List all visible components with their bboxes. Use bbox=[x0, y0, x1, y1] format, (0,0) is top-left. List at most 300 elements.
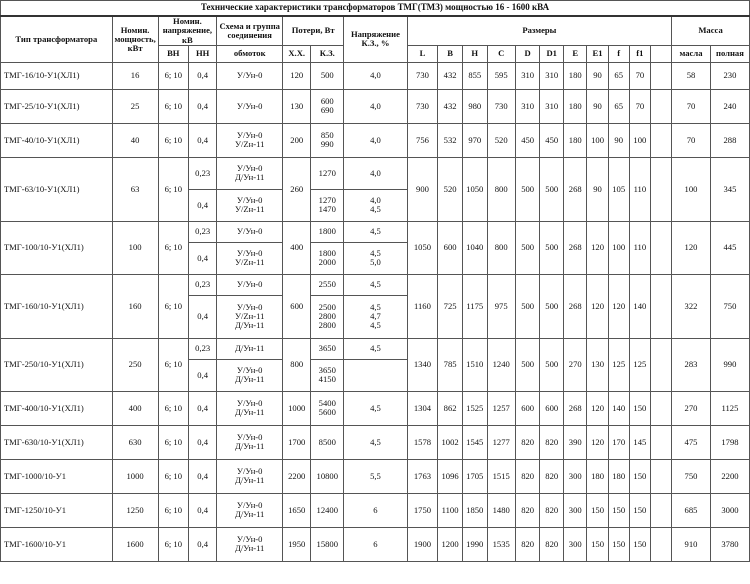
dim-cell: 532 bbox=[438, 123, 463, 157]
dim-cell: 300 bbox=[563, 527, 587, 561]
dim-cell: 150 bbox=[587, 493, 608, 527]
kz-loss-cell: 1800 2000 bbox=[311, 242, 344, 274]
kz-loss-cell: 1270 1470 bbox=[311, 189, 344, 221]
xx-loss-cell: 1950 bbox=[283, 527, 311, 561]
kz-loss-cell: 850 990 bbox=[311, 123, 344, 157]
dim-cell bbox=[650, 391, 671, 425]
type-cell: ТМГ-25/10-У1(ХЛ1) bbox=[1, 89, 113, 123]
dim-cell: 125 bbox=[629, 338, 650, 391]
dim-cell: 1510 bbox=[462, 338, 487, 391]
type-cell: ТМГ-16/10-У1(ХЛ1) bbox=[1, 62, 113, 89]
scheme-cell: У/Ун-0 Д/Ун-11 bbox=[217, 391, 283, 425]
dim-cell: 180 bbox=[587, 459, 608, 493]
dim-cell: 100 bbox=[587, 123, 608, 157]
table-row bbox=[1, 391, 750, 425]
power-cell: 630 bbox=[112, 425, 158, 459]
dim-cell: 90 bbox=[587, 157, 608, 221]
dim-cell: 820 bbox=[540, 527, 564, 561]
scheme-cell: У/Ун-0 bbox=[217, 221, 283, 242]
dim-cell: 820 bbox=[515, 493, 540, 527]
scheme-cell: У/Ун-0 У/Zн-11 bbox=[217, 189, 283, 221]
dim-cell: 1763 bbox=[407, 459, 438, 493]
table-row bbox=[1, 157, 750, 189]
dim-cell: 1340 bbox=[407, 338, 438, 391]
col-E: E bbox=[563, 45, 587, 62]
col-H: H bbox=[462, 45, 487, 62]
dim-cell bbox=[650, 221, 671, 274]
dim-cell: 268 bbox=[563, 391, 587, 425]
mass-full-cell: 2200 bbox=[710, 459, 749, 493]
vn-cell: 6; 10 bbox=[158, 425, 189, 459]
type-cell: ТМГ-100/10-У1(ХЛ1) bbox=[1, 221, 113, 274]
type-cell: ТМГ-40/10-У1(ХЛ1) bbox=[1, 123, 113, 157]
dim-cell: 90 bbox=[587, 89, 608, 123]
mass-full-cell: 1798 bbox=[710, 425, 749, 459]
col-kz: К.З. bbox=[311, 45, 344, 62]
dim-cell: 145 bbox=[629, 425, 650, 459]
dim-cell: 1002 bbox=[438, 425, 463, 459]
dim-cell: 268 bbox=[563, 274, 587, 338]
dim-cell: 90 bbox=[587, 62, 608, 89]
dim-cell: 150 bbox=[629, 391, 650, 425]
dim-cell: 725 bbox=[438, 274, 463, 338]
col-E1: E1 bbox=[587, 45, 608, 62]
power-cell: 63 bbox=[112, 157, 158, 221]
dim-cell bbox=[650, 493, 671, 527]
kz-loss-cell: 500 bbox=[311, 62, 344, 89]
mass-full-cell: 3780 bbox=[710, 527, 749, 561]
dim-cell: 1990 bbox=[462, 527, 487, 561]
kz-voltage-cell: 4,0 bbox=[344, 123, 407, 157]
type-cell: ТМГ-63/10-У1(ХЛ1) bbox=[1, 157, 113, 221]
dim-cell: 65 bbox=[608, 89, 629, 123]
mass-oil-cell: 58 bbox=[672, 62, 711, 89]
dim-cell: 450 bbox=[540, 123, 564, 157]
kz-voltage-cell: 4,0 4,5 bbox=[344, 189, 407, 221]
kz-voltage-cell: 4,0 bbox=[344, 157, 407, 189]
dim-cell: 120 bbox=[587, 221, 608, 274]
dim-cell: 268 bbox=[563, 157, 587, 221]
dim-cell: 1096 bbox=[438, 459, 463, 493]
dim-cell: 150 bbox=[629, 527, 650, 561]
scheme-cell: У/Ун-0 У/Zн-11 bbox=[217, 242, 283, 274]
nn-cell: 0,4 bbox=[189, 123, 217, 157]
kz-voltage-cell: 4,0 bbox=[344, 62, 407, 89]
dim-cell: 310 bbox=[515, 62, 540, 89]
mass-oil-cell: 322 bbox=[672, 274, 711, 338]
kz-loss-cell: 12400 bbox=[311, 493, 344, 527]
dim-cell: 100 bbox=[608, 221, 629, 274]
dim-cell bbox=[650, 157, 671, 221]
kz-voltage-cell: 6 bbox=[344, 493, 407, 527]
mass-full-cell: 1125 bbox=[710, 391, 749, 425]
dim-cell: 310 bbox=[515, 89, 540, 123]
power-cell: 250 bbox=[112, 338, 158, 391]
col-scheme: Схема и группа соединения bbox=[217, 16, 283, 45]
kz-voltage-cell: 4,5 bbox=[344, 425, 407, 459]
xx-loss-cell: 1700 bbox=[283, 425, 311, 459]
mass-full-cell: 240 bbox=[710, 89, 749, 123]
kz-loss-cell: 2550 bbox=[311, 274, 344, 295]
col-type: Тип трансформатора bbox=[1, 16, 113, 62]
dim-cell: 310 bbox=[540, 62, 564, 89]
dim-cell: 432 bbox=[438, 89, 463, 123]
nn-cell: 0,4 bbox=[189, 459, 217, 493]
kz-loss-cell: 8500 bbox=[311, 425, 344, 459]
dim-cell: 140 bbox=[608, 391, 629, 425]
scheme-cell: У/Ун-0 Д/Ун-11 bbox=[217, 493, 283, 527]
table-row bbox=[1, 221, 750, 242]
vn-cell: 6; 10 bbox=[158, 274, 189, 338]
dim-cell: 450 bbox=[515, 123, 540, 157]
dim-cell bbox=[650, 89, 671, 123]
table-row bbox=[1, 274, 750, 295]
mass-oil-cell: 70 bbox=[672, 123, 711, 157]
scheme-cell: У/Ун-0 bbox=[217, 274, 283, 295]
dim-cell: 70 bbox=[629, 62, 650, 89]
vn-cell: 6; 10 bbox=[158, 89, 189, 123]
dim-cell: 150 bbox=[608, 527, 629, 561]
kz-voltage-cell: 4,5 bbox=[344, 221, 407, 242]
vn-cell: 6; 10 bbox=[158, 391, 189, 425]
dim-cell: 800 bbox=[487, 157, 515, 221]
dim-cell: 1200 bbox=[438, 527, 463, 561]
mass-oil-cell: 70 bbox=[672, 89, 711, 123]
dim-cell: 500 bbox=[515, 157, 540, 221]
dim-cell: 500 bbox=[515, 221, 540, 274]
table-row bbox=[1, 89, 750, 123]
power-cell: 16 bbox=[112, 62, 158, 89]
dim-cell: 1545 bbox=[462, 425, 487, 459]
type-cell: ТМГ-1000/10-У1 bbox=[1, 459, 113, 493]
col-power: Номин. мощность, кВт bbox=[112, 16, 158, 62]
dim-cell: 180 bbox=[608, 459, 629, 493]
dim-cell: 1900 bbox=[407, 527, 438, 561]
nn-cell: 0,4 bbox=[189, 359, 217, 391]
kz-voltage-cell: 4,5 bbox=[344, 338, 407, 359]
nn-cell: 0,4 bbox=[189, 493, 217, 527]
nn-cell: 0,4 bbox=[189, 189, 217, 221]
xx-loss-cell: 2200 bbox=[283, 459, 311, 493]
col-dimensions: Размеры bbox=[407, 16, 671, 45]
nn-cell: 0,4 bbox=[189, 295, 217, 338]
dim-cell: 1050 bbox=[407, 221, 438, 274]
power-cell: 400 bbox=[112, 391, 158, 425]
dim-cell: 150 bbox=[629, 459, 650, 493]
nn-cell: 0,4 bbox=[189, 242, 217, 274]
col-voltage: Номин. напряжение, кВ bbox=[158, 16, 217, 45]
mass-oil-cell: 100 bbox=[672, 157, 711, 221]
dim-cell: 1100 bbox=[438, 493, 463, 527]
dim-cell: 300 bbox=[563, 459, 587, 493]
col-C: C bbox=[487, 45, 515, 62]
dim-cell: 180 bbox=[563, 123, 587, 157]
dim-cell: 270 bbox=[563, 338, 587, 391]
col-xx: Х.Х. bbox=[283, 45, 311, 62]
col-mass-oil: масла bbox=[672, 45, 711, 62]
dim-cell: 150 bbox=[587, 527, 608, 561]
dim-cell: 140 bbox=[629, 274, 650, 338]
mass-oil-cell: 910 bbox=[672, 527, 711, 561]
vn-cell: 6; 10 bbox=[158, 459, 189, 493]
col-mass-full: полная bbox=[710, 45, 749, 62]
vn-cell: 6; 10 bbox=[158, 157, 189, 221]
vn-cell: 6; 10 bbox=[158, 221, 189, 274]
col-mass: Масса bbox=[672, 16, 750, 45]
dim-cell: 100 bbox=[629, 123, 650, 157]
dim-cell: 900 bbox=[407, 157, 438, 221]
mass-oil-cell: 270 bbox=[672, 391, 711, 425]
col-f: f bbox=[608, 45, 629, 62]
dim-cell: 520 bbox=[438, 157, 463, 221]
table-row bbox=[1, 459, 750, 493]
col-nn: НН bbox=[189, 45, 217, 62]
scheme-cell: У/Ун-0 bbox=[217, 89, 283, 123]
type-cell: ТМГ-160/10-У1(ХЛ1) bbox=[1, 274, 113, 338]
mass-oil-cell: 750 bbox=[672, 459, 711, 493]
kz-loss-cell: 3650 bbox=[311, 338, 344, 359]
type-cell: ТМГ-400/10-У1(ХЛ1) bbox=[1, 391, 113, 425]
nn-cell: 0,4 bbox=[189, 62, 217, 89]
dim-cell: 180 bbox=[563, 62, 587, 89]
power-cell: 1600 bbox=[112, 527, 158, 561]
scheme-cell: У/Ун-0 Д/Ун-11 bbox=[217, 527, 283, 561]
dim-cell: 170 bbox=[608, 425, 629, 459]
dim-cell: 110 bbox=[629, 157, 650, 221]
dim-cell bbox=[650, 338, 671, 391]
dim-cell: 820 bbox=[540, 425, 564, 459]
dim-cell: 150 bbox=[629, 493, 650, 527]
type-cell: ТМГ-1600/10-У1 bbox=[1, 527, 113, 561]
kz-loss-cell: 1800 bbox=[311, 221, 344, 242]
dim-cell: 862 bbox=[438, 391, 463, 425]
nn-cell: 0,4 bbox=[189, 89, 217, 123]
dim-cell: 130 bbox=[587, 338, 608, 391]
dim-cell: 970 bbox=[462, 123, 487, 157]
vn-cell: 6; 10 bbox=[158, 62, 189, 89]
dim-cell: 1480 bbox=[487, 493, 515, 527]
nn-cell: 0,23 bbox=[189, 338, 217, 359]
dim-cell bbox=[650, 123, 671, 157]
dim-cell: 90 bbox=[608, 123, 629, 157]
table-row bbox=[1, 527, 750, 561]
power-cell: 25 bbox=[112, 89, 158, 123]
dim-cell: 390 bbox=[563, 425, 587, 459]
col-B: B bbox=[438, 45, 463, 62]
dim-cell: 125 bbox=[608, 338, 629, 391]
xx-loss-cell: 260 bbox=[283, 157, 311, 221]
dim-cell bbox=[650, 459, 671, 493]
dim-cell: 300 bbox=[563, 493, 587, 527]
kz-voltage-cell: 4,5 bbox=[344, 274, 407, 295]
dim-cell: 310 bbox=[540, 89, 564, 123]
kz-loss-cell: 600 690 bbox=[311, 89, 344, 123]
type-cell: ТМГ-630/10-У1(ХЛ1) bbox=[1, 425, 113, 459]
table-title: Технические характеристики трансформаторов ТМГ(ТМЗ) мощностью 16 - 1600 кВА bbox=[1, 1, 750, 17]
mass-full-cell: 288 bbox=[710, 123, 749, 157]
power-cell: 1250 bbox=[112, 493, 158, 527]
dim-cell: 730 bbox=[487, 89, 515, 123]
mass-full-cell: 750 bbox=[710, 274, 749, 338]
dim-cell: 180 bbox=[563, 89, 587, 123]
dim-cell: 1040 bbox=[462, 221, 487, 274]
xx-loss-cell: 400 bbox=[283, 221, 311, 274]
col-extra bbox=[650, 45, 671, 62]
col-L: L bbox=[407, 45, 438, 62]
dim-cell: 1535 bbox=[487, 527, 515, 561]
col-kz-voltage: Напряжение К.З., % bbox=[344, 16, 407, 62]
dim-cell: 600 bbox=[515, 391, 540, 425]
dim-cell: 500 bbox=[515, 274, 540, 338]
dim-cell: 500 bbox=[540, 338, 564, 391]
dim-cell: 1578 bbox=[407, 425, 438, 459]
col-D1: D1 bbox=[540, 45, 564, 62]
vn-cell: 6; 10 bbox=[158, 493, 189, 527]
dim-cell: 1277 bbox=[487, 425, 515, 459]
nn-cell: 0,23 bbox=[189, 274, 217, 295]
nn-cell: 0,4 bbox=[189, 425, 217, 459]
nn-cell: 0,23 bbox=[189, 157, 217, 189]
dim-cell: 65 bbox=[608, 62, 629, 89]
dim-cell: 785 bbox=[438, 338, 463, 391]
dim-cell: 500 bbox=[515, 338, 540, 391]
vn-cell: 6; 10 bbox=[158, 527, 189, 561]
dim-cell bbox=[650, 62, 671, 89]
scheme-cell: У/Ун-0 Д/Ун-11 bbox=[217, 459, 283, 493]
power-cell: 40 bbox=[112, 123, 158, 157]
nn-cell: 0,4 bbox=[189, 527, 217, 561]
dim-cell: 70 bbox=[629, 89, 650, 123]
dim-cell: 1175 bbox=[462, 274, 487, 338]
dim-cell: 820 bbox=[540, 493, 564, 527]
scheme-cell: У/Ун-0 У/Zн-11 Д/Ун-11 bbox=[217, 295, 283, 338]
dim-cell: 1160 bbox=[407, 274, 438, 338]
dim-cell: 820 bbox=[515, 425, 540, 459]
dim-cell: 120 bbox=[608, 274, 629, 338]
dim-cell: 820 bbox=[515, 459, 540, 493]
col-vn: ВН bbox=[158, 45, 189, 62]
mass-full-cell: 990 bbox=[710, 338, 749, 391]
nn-cell: 0,23 bbox=[189, 221, 217, 242]
dim-cell: 975 bbox=[487, 274, 515, 338]
dim-cell: 800 bbox=[487, 221, 515, 274]
dim-cell: 600 bbox=[540, 391, 564, 425]
mass-oil-cell: 283 bbox=[672, 338, 711, 391]
dim-cell: 1304 bbox=[407, 391, 438, 425]
dim-cell: 105 bbox=[608, 157, 629, 221]
dim-cell: 1257 bbox=[487, 391, 515, 425]
xx-loss-cell: 130 bbox=[283, 89, 311, 123]
vn-cell: 6; 10 bbox=[158, 338, 189, 391]
nn-cell: 0,4 bbox=[189, 391, 217, 425]
mass-oil-cell: 685 bbox=[672, 493, 711, 527]
mass-oil-cell: 475 bbox=[672, 425, 711, 459]
col-winding: обмоток bbox=[217, 45, 283, 62]
power-cell: 100 bbox=[112, 221, 158, 274]
scheme-cell: У/Ун-0 Д/Ун-11 bbox=[217, 359, 283, 391]
dim-cell: 120 bbox=[587, 274, 608, 338]
dim-cell: 500 bbox=[540, 274, 564, 338]
dim-cell: 1705 bbox=[462, 459, 487, 493]
scheme-cell: Д/Ун-11 bbox=[217, 338, 283, 359]
dim-cell: 1515 bbox=[487, 459, 515, 493]
kz-loss-cell: 10800 bbox=[311, 459, 344, 493]
kz-voltage-cell: 4,0 bbox=[344, 89, 407, 123]
dim-cell bbox=[650, 274, 671, 338]
table-row bbox=[1, 425, 750, 459]
col-losses: Потери, Вт bbox=[283, 16, 344, 45]
dim-cell: 595 bbox=[487, 62, 515, 89]
dim-cell: 268 bbox=[563, 221, 587, 274]
dim-cell: 110 bbox=[629, 221, 650, 274]
dim-cell: 1050 bbox=[462, 157, 487, 221]
kz-voltage-cell: 4,5 5,0 bbox=[344, 242, 407, 274]
table-row bbox=[1, 123, 750, 157]
kz-voltage-cell: 4,5 4,7 4,5 bbox=[344, 295, 407, 338]
col-D: D bbox=[515, 45, 540, 62]
mass-full-cell: 345 bbox=[710, 157, 749, 221]
dim-cell: 855 bbox=[462, 62, 487, 89]
kz-loss-cell: 2500 2800 2800 bbox=[311, 295, 344, 338]
dim-cell: 730 bbox=[407, 89, 438, 123]
dim-cell bbox=[650, 527, 671, 561]
type-cell: ТМГ-1250/10-У1 bbox=[1, 493, 113, 527]
dim-cell: 150 bbox=[608, 493, 629, 527]
vn-cell: 6; 10 bbox=[158, 123, 189, 157]
type-cell: ТМГ-250/10-У1(ХЛ1) bbox=[1, 338, 113, 391]
xx-loss-cell: 600 bbox=[283, 274, 311, 338]
table-row bbox=[1, 62, 750, 89]
table-row bbox=[1, 493, 750, 527]
kz-loss-cell: 5400 5600 bbox=[311, 391, 344, 425]
mass-full-cell: 3000 bbox=[710, 493, 749, 527]
scheme-cell: У/Ун-0 У/Zн-11 bbox=[217, 123, 283, 157]
table-body bbox=[1, 62, 750, 561]
scheme-cell: У/Ун-0 Д/Ун-11 bbox=[217, 425, 283, 459]
dim-cell: 500 bbox=[540, 157, 564, 221]
dim-cell: 1525 bbox=[462, 391, 487, 425]
power-cell: 160 bbox=[112, 274, 158, 338]
dim-cell: 520 bbox=[487, 123, 515, 157]
dim-cell: 1850 bbox=[462, 493, 487, 527]
xx-loss-cell: 800 bbox=[283, 338, 311, 391]
dim-cell: 820 bbox=[540, 459, 564, 493]
dim-cell: 730 bbox=[407, 62, 438, 89]
xx-loss-cell: 120 bbox=[283, 62, 311, 89]
power-cell: 1000 bbox=[112, 459, 158, 493]
kz-loss-cell: 15800 bbox=[311, 527, 344, 561]
kz-voltage-cell: 5,5 bbox=[344, 459, 407, 493]
mass-full-cell: 445 bbox=[710, 221, 749, 274]
dim-cell: 120 bbox=[587, 425, 608, 459]
dim-cell: 756 bbox=[407, 123, 438, 157]
mass-oil-cell: 120 bbox=[672, 221, 711, 274]
scheme-cell: У/Ун-0 Д/Ун-11 bbox=[217, 157, 283, 189]
dim-cell: 120 bbox=[587, 391, 608, 425]
xx-loss-cell: 1650 bbox=[283, 493, 311, 527]
kz-voltage-cell bbox=[344, 359, 407, 391]
table-row bbox=[1, 338, 750, 359]
dim-cell: 1240 bbox=[487, 338, 515, 391]
kz-loss-cell: 1270 bbox=[311, 157, 344, 189]
kz-voltage-cell: 6 bbox=[344, 527, 407, 561]
dim-cell: 500 bbox=[540, 221, 564, 274]
xx-loss-cell: 200 bbox=[283, 123, 311, 157]
mass-full-cell: 230 bbox=[710, 62, 749, 89]
dim-cell: 1750 bbox=[407, 493, 438, 527]
scheme-cell: У/Ун-0 bbox=[217, 62, 283, 89]
dim-cell: 820 bbox=[515, 527, 540, 561]
